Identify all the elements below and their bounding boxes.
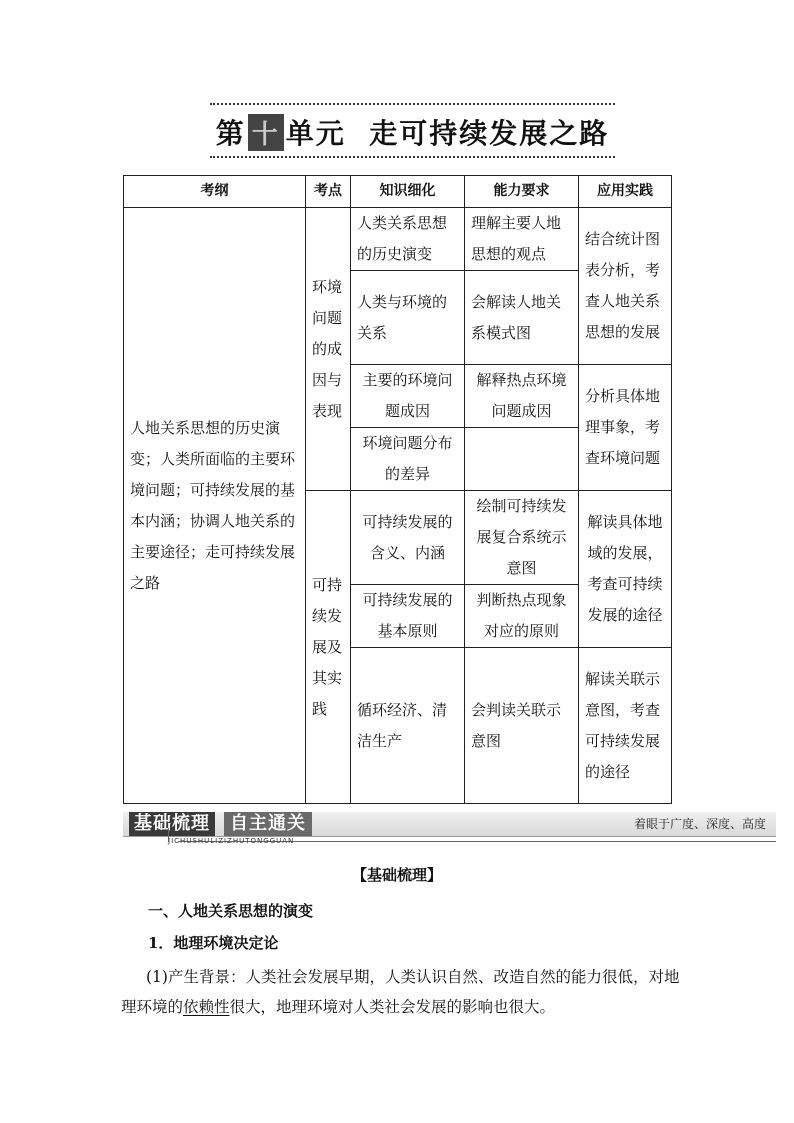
ability-cell: 判断热点现象对应的原则 bbox=[465, 585, 579, 648]
title-dotted-rule-bottom bbox=[210, 156, 615, 158]
ability-cell: 会判读关联示意图 bbox=[465, 648, 579, 804]
header-practice: 应用实践 bbox=[579, 176, 672, 208]
unit-title-banner bbox=[210, 103, 615, 158]
unit-name: 走可持续发展之路 bbox=[369, 117, 610, 150]
unit-title-prefix: 第 bbox=[215, 117, 246, 150]
section-heading: 【基础梳理】 bbox=[351, 866, 442, 884]
ability-cell: 绘制可持续发展复合系统示意图 bbox=[465, 491, 579, 585]
band-pinyin: JICHUSHULIZIZHUTONGGUAN bbox=[168, 837, 295, 845]
kaodian-cell: 环境问题的成因与表现 bbox=[306, 208, 351, 491]
knowledge-cell: 人类关系思想的历史演变 bbox=[351, 208, 465, 271]
para-text-after: 很大，地理环境对人类社会发展的影响也很大。 bbox=[229, 998, 556, 1016]
header-kaogang: 考纲 bbox=[124, 176, 306, 208]
practice-cell: 解读具体地域的发展，考查可持续发展的途径 bbox=[579, 491, 672, 648]
unit-title bbox=[210, 112, 615, 152]
practice-cell: 分析具体地理事象，考查环境问题 bbox=[579, 365, 672, 491]
para-underlined-term: 依赖性 bbox=[183, 998, 230, 1016]
ability-cell bbox=[465, 428, 579, 491]
heading-level-1: 一、人地关系思想的演变 bbox=[148, 902, 314, 920]
kaodian-cell: 可持续发展及其实践 bbox=[306, 491, 351, 804]
header-ability: 能力要求 bbox=[465, 176, 579, 208]
section-band bbox=[123, 812, 776, 837]
table-row bbox=[124, 208, 672, 271]
knowledge-cell: 人类与环境的关系 bbox=[351, 271, 465, 365]
knowledge-cell: 可持续发展的基本原则 bbox=[351, 585, 465, 648]
knowledge-cell: 环境问题分布的差异 bbox=[351, 428, 465, 491]
band-label-self: 自主通关 bbox=[224, 812, 312, 836]
body-paragraph bbox=[121, 962, 681, 1022]
title-dotted-rule-top bbox=[210, 103, 615, 105]
practice-cell: 结合统计图表分析，考查人地关系思想的发展 bbox=[579, 208, 672, 365]
band-label-basic: 基础梳理 bbox=[129, 812, 215, 836]
para-text-before: (1)产生背景：人类社会发展早期，人类认识自然、改造自然的能力很低，对地理环境的 bbox=[121, 968, 680, 1016]
practice-cell: 解读关联示意图，考查可持续发展的途径 bbox=[579, 648, 672, 804]
unit-title-suffix: 单元 bbox=[285, 117, 346, 150]
kaogang-cell: 人地关系思想的历史演变；人类所面临的主要环境问题；可持续发展的基本内涵；协调人地关系的主要途径；走可持续发展之路 bbox=[124, 208, 306, 804]
knowledge-cell: 主要的环境问题成因 bbox=[351, 365, 465, 428]
table-header-row bbox=[124, 176, 672, 208]
knowledge-cell: 可持续发展的含义、内涵 bbox=[351, 491, 465, 585]
band-right-text: 着眼于广度、深度、高度 bbox=[633, 817, 766, 831]
ability-cell: 解释热点环境问题成因 bbox=[465, 365, 579, 428]
unit-number: 十 bbox=[248, 114, 284, 151]
ability-cell: 会解读人地关系模式图 bbox=[465, 271, 579, 365]
syllabus-table bbox=[123, 175, 672, 804]
heading-level-2: 1．地理环境决定论 bbox=[148, 934, 279, 952]
ability-cell: 理解主要人地思想的观点 bbox=[465, 208, 579, 271]
header-kaodian: 考点 bbox=[306, 176, 351, 208]
knowledge-cell: 循环经济、清洁生产 bbox=[351, 648, 465, 804]
header-knowledge: 知识细化 bbox=[351, 176, 465, 208]
